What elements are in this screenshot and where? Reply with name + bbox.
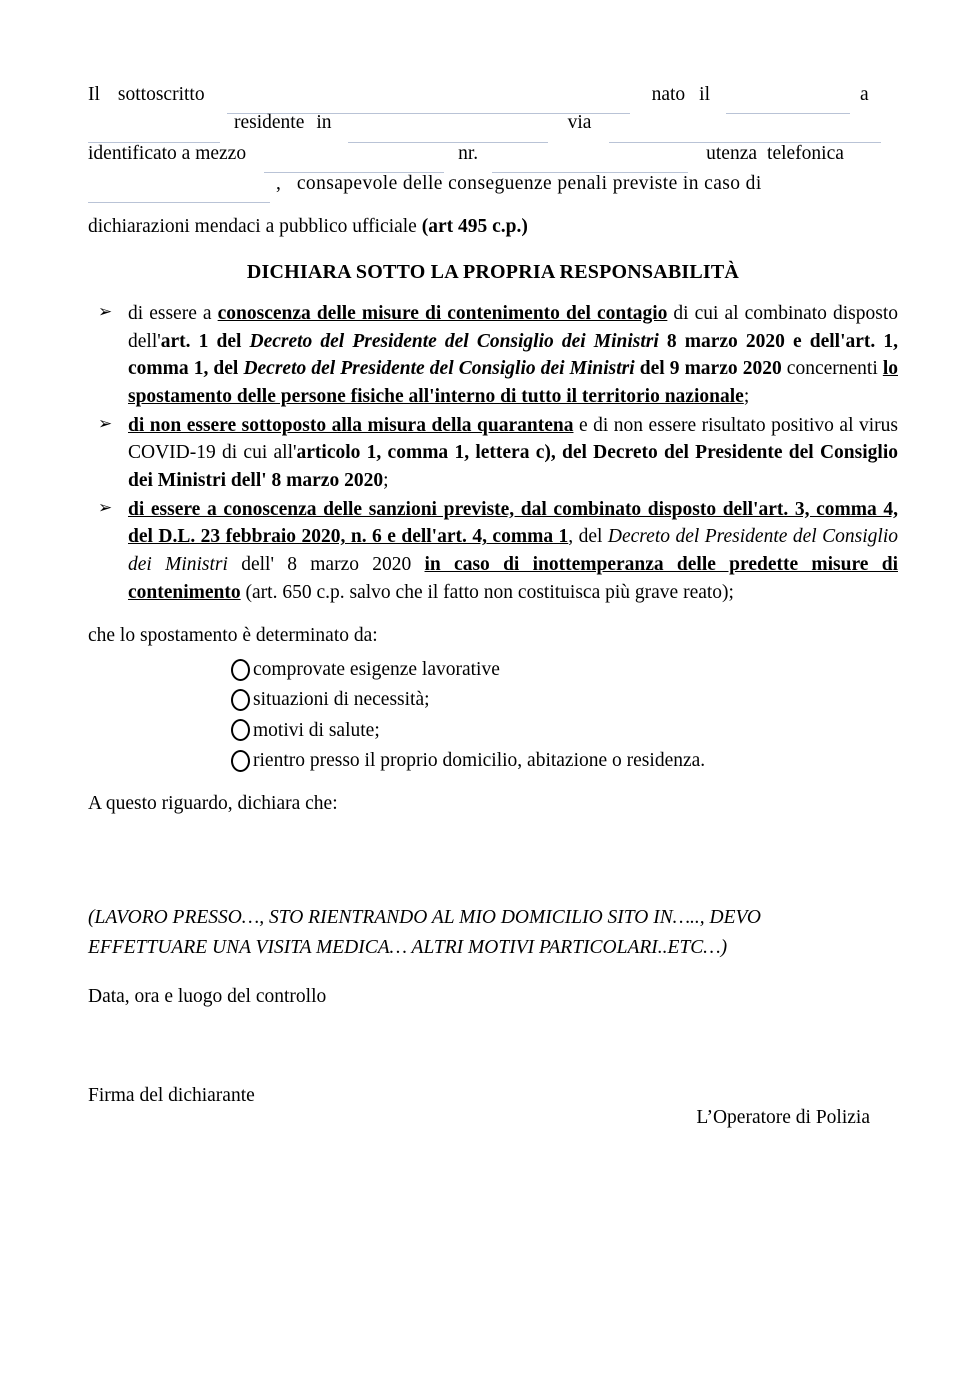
- declaration-text-1: di essere a conoscenza delle misure di contenimento del contagio di cui al combinato disposto dell'art. 1 del Decreto del Presidente del Consiglio dei Ministri 8 marzo 2020 e dell'art. 1, comma 1, del Decreto del Presidente del Consiglio dei Ministri del 9 marzo 2020 concernenti lo spostamento delle persone fisiche all'interno di tutto il territorio nazionale;: [128, 302, 898, 407]
- radio-circle-icon[interactable]: [231, 719, 250, 741]
- radio-circle-icon[interactable]: [231, 689, 250, 711]
- movement-reason-options: [231, 655, 898, 775]
- text-dichiarazioni-mendaci-plain: dichiarazioni mendaci a pubblico ufficiale: [88, 216, 422, 238]
- field-row-name: [88, 82, 898, 108]
- document-title: DICHIARA SOTTO LA PROPRIA RESPONSABILITÀ: [246, 260, 740, 283]
- declaration-item-2: [88, 412, 898, 495]
- declaration-item-3: [88, 496, 898, 607]
- option-label: situazioni di necessità;: [253, 689, 430, 711]
- text-data-ora-luogo: Data, ora e luogo del controllo: [88, 986, 327, 1008]
- signature-officer-label: L’Operatore di Polizia: [696, 1106, 870, 1128]
- document-content: [88, 82, 898, 1128]
- option-necessita[interactable]: [231, 685, 898, 714]
- label-a: a: [860, 84, 869, 105]
- text-example-line-1: [88, 904, 898, 932]
- option-lavorative[interactable]: [231, 655, 898, 684]
- text-a-questo-riguardo: A questo riguardo, dichiara che:: [88, 793, 338, 815]
- example-line-2: EFFETTUARE UNA VISITA MEDICA… ALTRI MOTIVI PARTICOLARI..ETC…): [88, 936, 728, 958]
- option-salute[interactable]: [231, 716, 898, 745]
- comma-separator: ,: [276, 172, 281, 194]
- arrow-bullet-icon: ➢: [98, 301, 113, 321]
- field-row-phone: [88, 171, 898, 197]
- label-residente: residente: [234, 112, 305, 134]
- field-row-id: [88, 141, 898, 167]
- input-data-nascita[interactable]: [726, 96, 850, 114]
- text-consapevole: consapevole delle conseguenze penali previste in caso di: [296, 172, 762, 194]
- arrow-bullet-icon: ➢: [98, 413, 113, 433]
- declaration-text-3: di essere a conoscenza delle sanzioni previste, dal combinato disposto dell'art. 3, comma 4, del D.L. 23 febbraio 2020, n. 6 e dell'art. 4, comma 1, del Decreto del Presidente del Consiglio dei Ministri dell' 8 marzo 2020 in caso di inottemperanza delle predette misure di contenimento (art. 650 c.p. salvo che il fatto non costituisca più grave reato);: [128, 498, 898, 603]
- label-utenza: utenza: [706, 142, 758, 164]
- declaration-text-2: di non essere sottoposto alla misura della quarantena e di non essere risultato positivo al virus COVID-19 di cui all'articolo 1, comma 1, lettera c), del Decreto del Presidente del Consiglio dei Ministri dell' 8 marzo 2020;: [128, 414, 898, 492]
- label-in: in: [316, 112, 332, 134]
- label-nr: nr.: [458, 142, 479, 164]
- label-il: Il: [88, 84, 100, 105]
- option-label: comprovate esigenze lavorative: [253, 659, 500, 681]
- label-via: via: [567, 112, 592, 134]
- arrow-bullet-icon: ➢: [98, 497, 113, 517]
- signature-declarant-label: Firma del dichiarante: [88, 1084, 255, 1106]
- text-art-495: (art 495 c.p.): [421, 216, 528, 238]
- declarations-list: [88, 300, 898, 607]
- signature-row: [88, 1084, 898, 1128]
- radio-circle-icon[interactable]: [231, 750, 250, 772]
- option-label: motivi di salute;: [253, 719, 380, 741]
- label-il: il: [699, 84, 711, 105]
- label-sottoscritto: sottoscritto: [117, 84, 205, 105]
- option-rientro[interactable]: [231, 746, 898, 775]
- text-dichiarazioni-mendaci: [88, 213, 898, 241]
- label-identificato-a-mezzo: identificato a mezzo: [88, 142, 247, 164]
- label-nato: nato: [651, 84, 686, 105]
- text-spostamento-intro: che lo spostamento è determinato da:: [88, 624, 378, 646]
- free-text-area[interactable]: [88, 818, 898, 904]
- input-telefono[interactable]: [88, 185, 270, 203]
- radio-circle-icon[interactable]: [231, 659, 250, 681]
- example-line-1: (LAVORO PRESSO…, STO RIENTRANDO AL MIO DOMICILIO SITO IN….., DEVO: [88, 906, 761, 928]
- text-example-line-2: [88, 934, 898, 962]
- input-residenza[interactable]: [348, 125, 548, 143]
- option-label: rientro presso il proprio domicilio, abitazione o residenza.: [253, 749, 706, 771]
- declaration-item-1: [88, 300, 898, 411]
- label-telefonica: telefonica: [767, 142, 844, 164]
